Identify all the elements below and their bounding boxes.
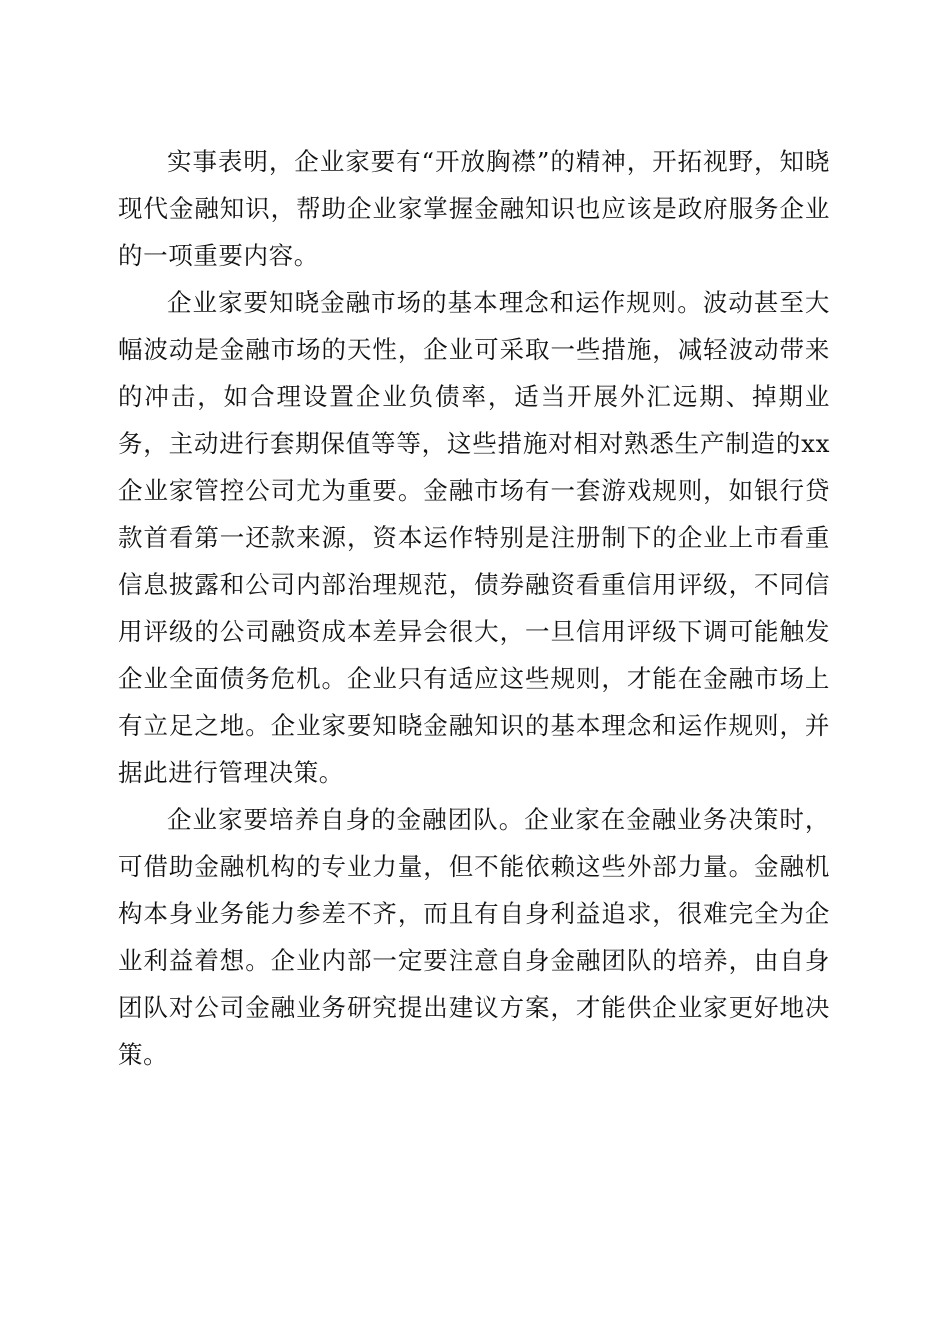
paragraph-finance-team: 企业家要培养自身的金融团队。企业家在金融业务决策时，可借助金融机构的专业力量，但不能依赖这些外部力量。金融机构本身业务能力参差不齐，而且有自身利益追求，很难完全为企业利益着想。企业内部一定要注意自身金融团队的培养，由自身团队对公司金融业务研究提出建议方案，才能供企业家更好地决策。 bbox=[118, 805, 830, 1069]
document-body bbox=[118, 138, 830, 1078]
paragraph-open-mind: 实事表明，企业家要有“开放胸襟”的精神，开拓视野，知晓现代金融知识，帮助企业家掌握金融知识也应该是政府服务企业的一项重要内容。 bbox=[118, 147, 830, 270]
paragraph-market-rules: 企业家要知晓金融市场的基本理念和运作规则。波动甚至大幅波动是金融市场的天性，企业可采取一些措施，减轻波动带来的冲击，如合理设置企业负债率，适当开展外汇远期、掉期业务，主动进行套期保值等等，这些措施对相对熟悉生产制造的xx企业家管控公司尤为重要。金融市场有一套游戏规则，如银行贷款首看第一还款来源，资本运作特别是注册制下的企业上市看重信息披露和公司内部治理规范，债券融资看重信用评级，不同信用评级的公司融资成本差异会很大，一旦信用评级下调可能触发企业全面债务危机。企业只有适应这些规则，才能在金融市场上有立足之地。企业家要知晓金融知识的基本理念和运作规则，并据此进行管理决策。 bbox=[118, 288, 830, 787]
